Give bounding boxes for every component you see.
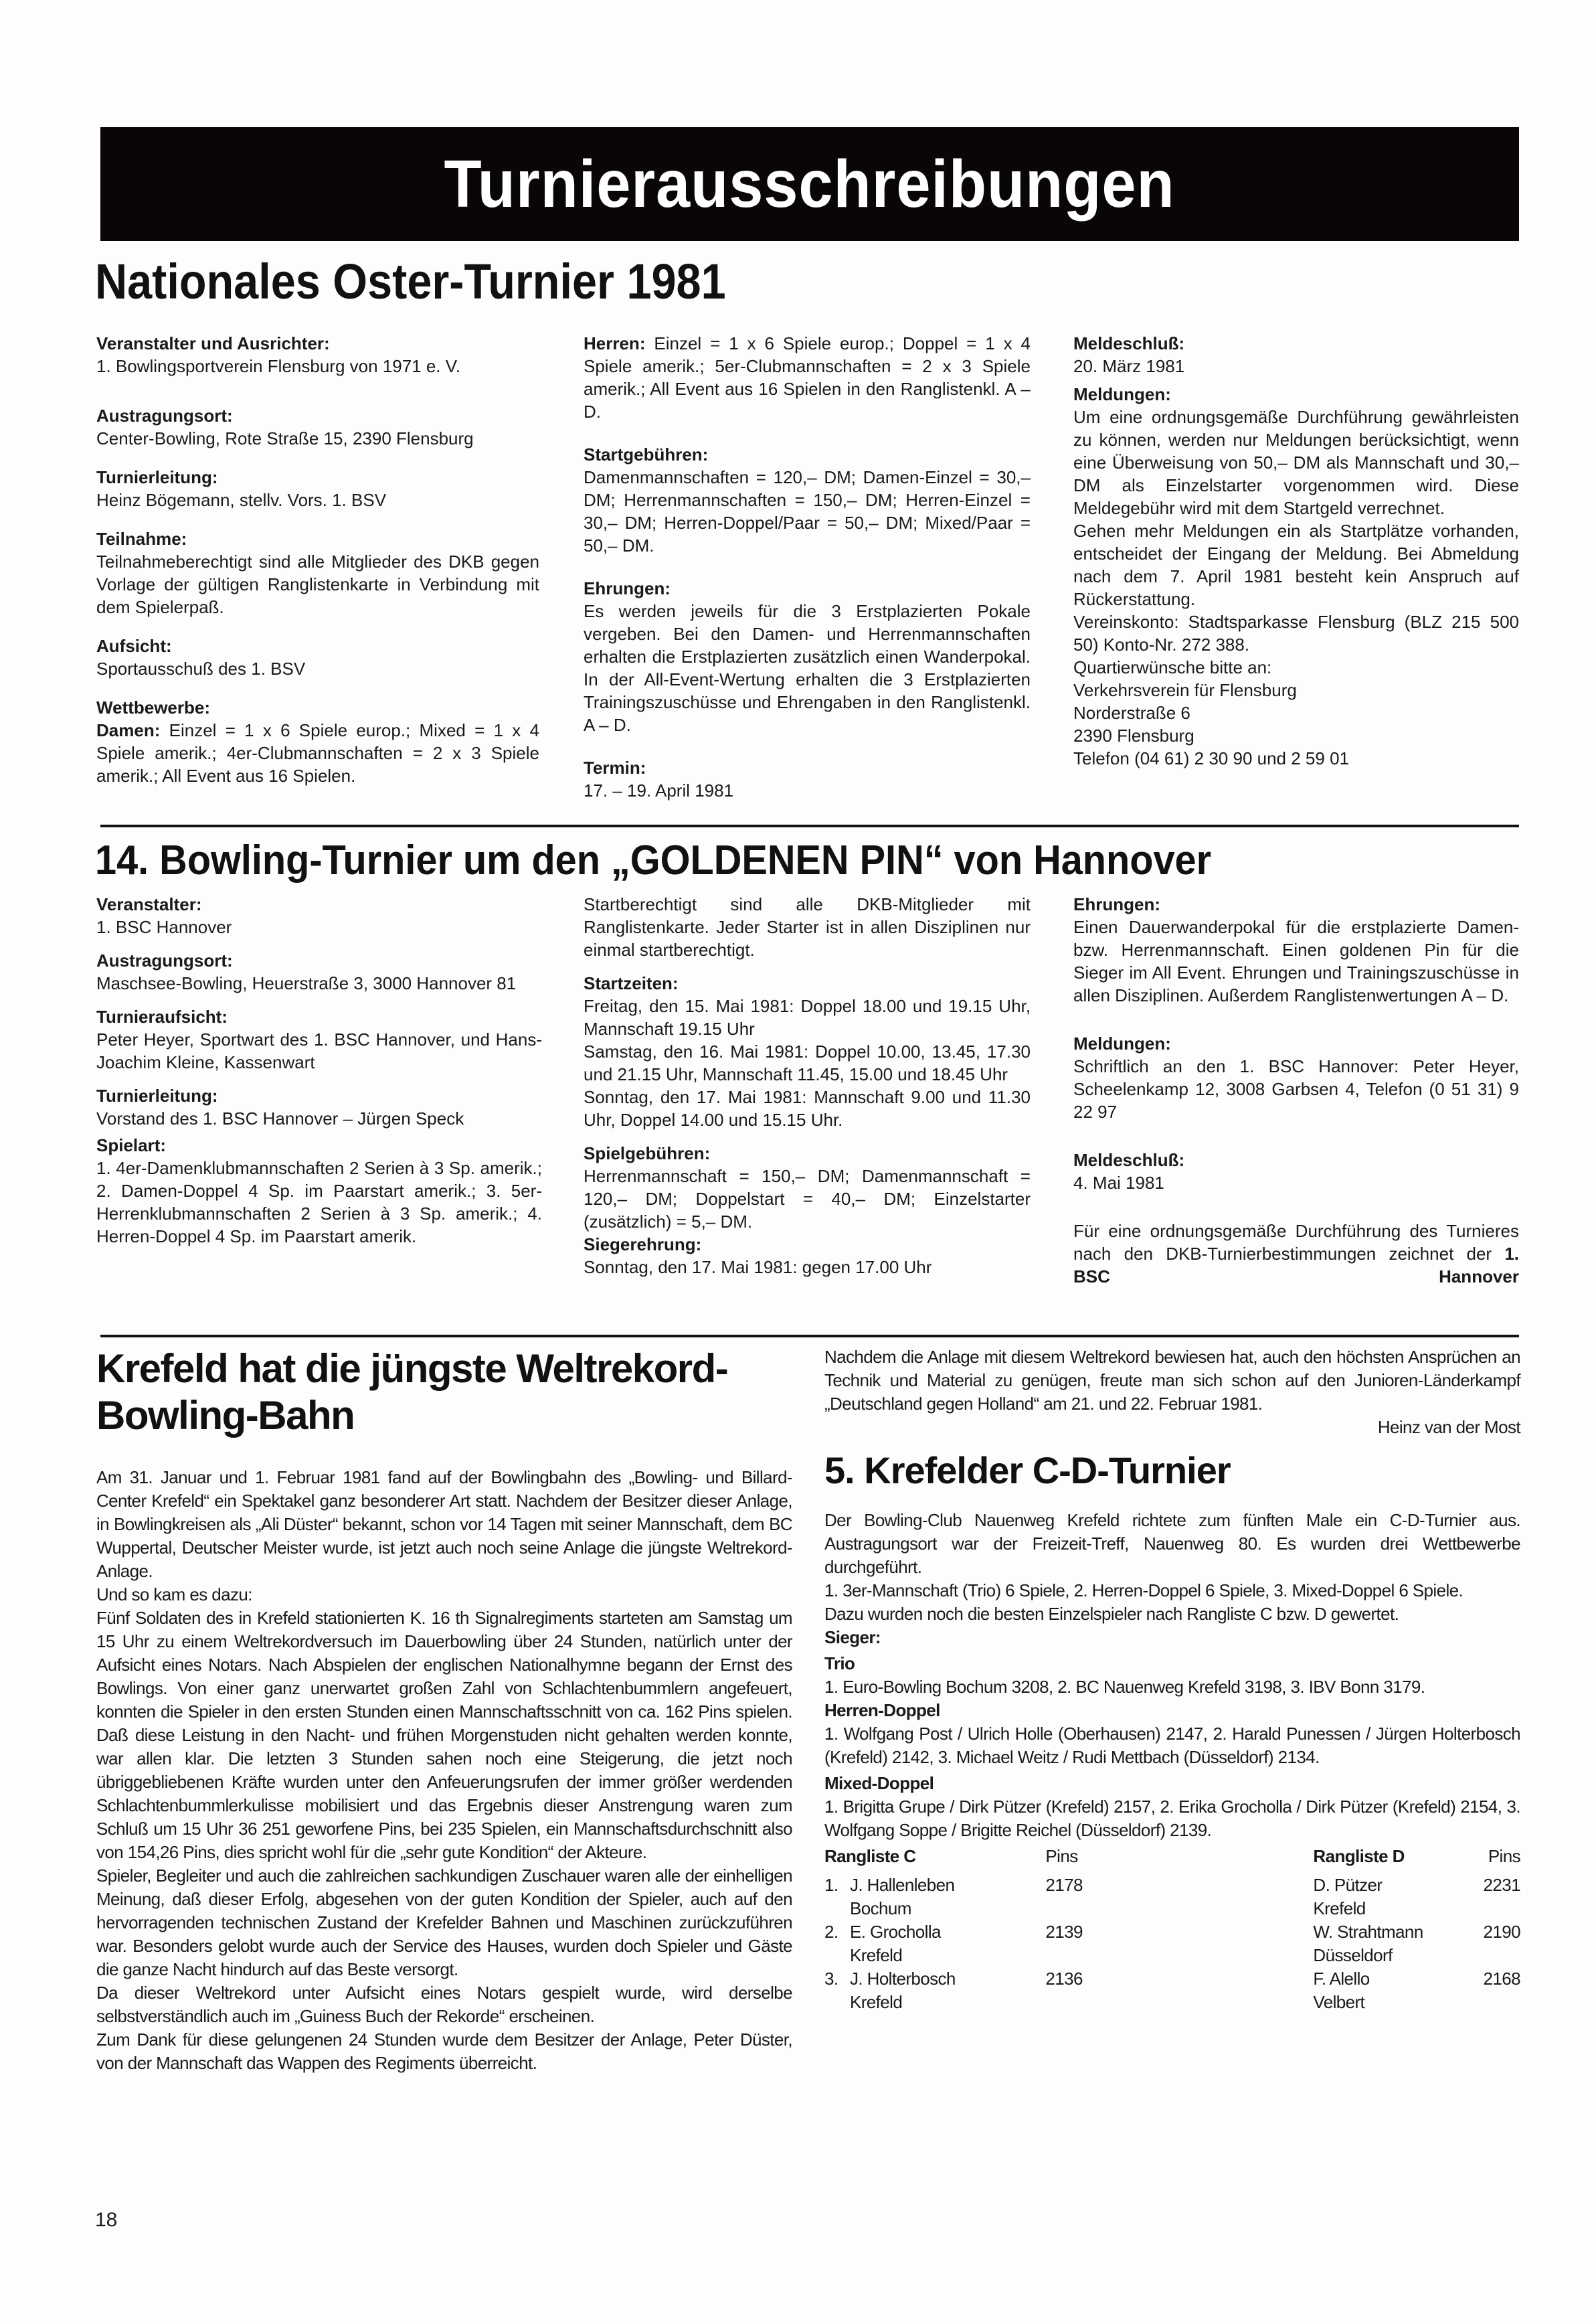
- krefeld-left-column: [96, 1345, 792, 2075]
- oster-venue-text: Center-Bowling, Rote Straße 15, 2390 Flensburg: [96, 428, 474, 448]
- pin-deadline: 4. Mai 1981: [1073, 1173, 1164, 1193]
- pin-fees: Herrenmannschaft = 150,– DM; Damenmannschaft = 120,– DM; Doppelstart = 40,– DM; Einzelstarter (zusätzlich) = 5,– DM.: [584, 1166, 1031, 1232]
- player-name: F. Alello: [1313, 1969, 1370, 1989]
- pin-deadline-label: Meldeschluß:: [1073, 1150, 1185, 1170]
- section-banner: [100, 127, 1519, 241]
- krefeld-author: Heinz van der Most: [1377, 1417, 1520, 1437]
- oster-honors-text: Es werden jeweils für die 3 Erstplazierten Pokale vergeben. Bei den Damen- und Herrenmannschaften erhalten die Erstplazierten zusätzlich einen Wanderpokal. In der All-Event-Wertung erhalten die 3 Erstplazierten Trainingszuschüsse und Ehrengaben in den Ranglistenkl. A – D.: [584, 601, 1031, 735]
- ranking-row: [824, 1874, 1520, 1920]
- ranking-row: [824, 1967, 1520, 2014]
- cd-body: [824, 1509, 1520, 2014]
- oster-fees: [584, 443, 1031, 557]
- pin-venue: [96, 949, 542, 995]
- rank-d-pins: 2231: [1483, 1875, 1520, 1895]
- oster-competitions: [96, 696, 539, 787]
- krefeld-title: Krefeld hat die jüngste Weltrekord-Bowling-Bahn: [96, 1346, 728, 1438]
- oster-honors-label: Ehrungen:: [584, 578, 671, 598]
- cd-extra: Dazu wurden noch die besten Einzelspieler nach Rangliste C bzw. D gewertet.: [824, 1604, 1399, 1624]
- pin-organizer-text: 1. BSC Hannover: [96, 917, 232, 937]
- pin-supervision: [96, 1005, 542, 1074]
- rank-c-pins: 2178: [1045, 1875, 1083, 1895]
- pin-direction-label: Turnierleitung:: [96, 1086, 218, 1106]
- player-city: Bochum: [850, 1898, 911, 1918]
- rank-number: 1.: [824, 1875, 838, 1895]
- cd-trio-text: 1. Euro-Bowling Bochum 3208, 2. BC Nauenweg Krefeld 3198, 3. IBV Bonn 3179.: [824, 1677, 1425, 1697]
- rank-c-player: [850, 1874, 998, 1920]
- cd-mixed-label: Mixed-Doppel: [824, 1773, 934, 1793]
- player-name: E. Grocholla: [850, 1922, 941, 1942]
- pin-direction-text: Vorstand des 1. BSC Hannover – Jürgen Speck: [96, 1108, 464, 1129]
- rank-c-pins: 2136: [1045, 1969, 1083, 1989]
- rank-d-pins: 2168: [1483, 1969, 1520, 1989]
- cd-trio-label: Trio: [824, 1653, 855, 1673]
- krefeld-paragraph: Am 31. Januar und 1. Februar 1981 fand auf der Bowlingbahn des „Bowling- und Billard-Center Krefeld“ ein Spektakel ganz besonderer Art statt. Nachdem der Besitzer dieser Anlage, in Bowlingkreisen als „Ali Düster“ bekannt, schon vor 14 Tagen mit seiner Mannschaft, dem BC Wuppertal, Deutscher Meister wurde, ist jetzt auch noch seine Anlage die jüngste Weltrekord-Anlage.: [96, 1467, 792, 1581]
- oster-title: Nationales Oster-Turnier 1981: [95, 254, 726, 309]
- oster-supervision: [96, 635, 539, 680]
- pins-c-header: Pins: [1045, 1846, 1078, 1866]
- divider: [100, 825, 1519, 827]
- pin-direction: [96, 1084, 542, 1130]
- pin-times-label: Startzeiten:: [584, 973, 679, 993]
- pin-closing-org: 1. BSC Hannover: [1073, 1244, 1519, 1287]
- pin-honors-label: Ehrungen:: [1073, 894, 1160, 914]
- pin-col-1: [96, 893, 542, 1264]
- player-city: Krefeld: [850, 1992, 903, 2012]
- krefeld-paragraph: Da dieser Weltrekord unter Aufsicht eines Notars gespielt wurde, wird derselbe selbstverständlich auch im „Guiness Buch der Rekorde“ erscheinen.: [96, 1983, 792, 2026]
- rank-c-player: [850, 1920, 998, 1967]
- krefeld-paragraph: Fünf Soldaten des in Krefeld stationierten K. 16 th Signalregiments starteten am Samstag um 15 Uhr zu einem Weltrekordversuch im Dauerbowling über 24 Stunden, natürlich unter der Aufsicht eines Notars. Nach Abspielen der englischen Nationalhymne begann der Ernst des Bowlings. Von einer ganz unerwartet großen Zahl von Schlachtenbummlern angefeuert, konnten die Spieler in den ersten Stunden einen Mannschaftsschnitt von ca. 162 Pins spielen. Daß diese Leistung in den Nacht- und frühen Morgenstuden nicht gehalten werden konnte, war allen klar. Die letzten 3 Stunden sahen noch eine Steigerung, die jetzt noch übriggebliebenen Kräfte wurden unter den Anfeuerungsrufen der immer größer werdenden Schlachtenbummlerkulisse mobilisiert und das Ergebnis dieser Anstrengung waren zum Schluß um 15 Uhr 36 251 geworfene Pins, bei 235 Spielen, ein Mannschaftsdurchschnitt also von 154,26 Pins, dies spricht wohl für die „sehr gute Kondition“ der Akteure.: [96, 1608, 792, 1862]
- pin-format: [96, 1134, 542, 1248]
- pin-venue-label: Austragungsort:: [96, 950, 233, 971]
- rank-c-pins: 2139: [1045, 1922, 1083, 1942]
- rank-d-player: [1313, 1874, 1468, 1920]
- oster-direction: [96, 466, 539, 511]
- pin-fees-label: Spielgebühren:: [584, 1143, 711, 1163]
- krefeld-paragraph: Nachdem die Anlage mit diesem Weltrekord bewiesen hat, auch den höchsten Ansprüchen an Technik und Material zu genügen, freute man sich schon auf den Junioren-Länderkampf „Deutschland gegen Holland“ am 21. und 22. Februar 1981.: [824, 1347, 1520, 1414]
- cd-winners-label: Sieger:: [824, 1627, 881, 1647]
- oster-entries-p2: Gehen mehr Meldungen ein als Startplätze vorhanden, entscheidet der Eingang der Meldung. Bei Abmeldung nach dem 7. April 1981 besteht kein Anspruch auf Rückerstattung.: [1073, 521, 1519, 609]
- oster-organizer: [96, 332, 539, 378]
- cd-intro: Der Bowling-Club Nauenweg Krefeld richtete zum fünften Male ein C-D-Turnier aus. Austragungsort war der Freizeit-Treff, Nauenweg 80. Es wurden drei Wettbewerbe durchgeführt.: [824, 1510, 1520, 1577]
- pin-supervision-text: Peter Heyer, Sportwart des 1. BSC Hannover, und Hans-Joachim Kleine, Kassenwart: [96, 1029, 542, 1072]
- oster-deadline: 20. März 1981: [1073, 356, 1185, 376]
- oster-direction-label: Turnierleitung:: [96, 467, 218, 487]
- pin-entries: Schriftlich an den 1. BSC Hannover: Peter Heyer, Scheelenkamp 12, 3008 Garbsen 4, Telefon (0 51 31) 9 22 97: [1073, 1056, 1519, 1122]
- oster-entries-label: Meldungen:: [1073, 384, 1171, 404]
- rank-number: 3.: [824, 1969, 838, 1989]
- pin-honors: Einen Dauerwanderpokal für die erstplazierte Damen- bzw. Herrenmannschaft. Einen goldenen Pin für die Sieger im All Event. Ehrungen und Trainingszuschüsse in allen Disziplinen. Außerdem Ranglistenwertungen A – D.: [1073, 917, 1519, 1005]
- oster-lodging-5: Telefon (04 61) 2 30 90 und 2 59 01: [1073, 748, 1349, 768]
- player-name: J. Holterbosch: [850, 1969, 956, 1989]
- oster-entries-p1: Um eine ordnungsgemäße Durchführung gewährleisten zu können, werden nur Meldungen berücksichtigt, wenn eine Überweisung von 50,– DM als Mannschaft und 30,– DM als Einzelstarter vorgenommen wird. Diese Meldegebühr wird mit dem Startgeld verrechnet.: [1073, 407, 1519, 518]
- cd-men-doubles-text: 1. Wolfgang Post / Ulrich Holle (Oberhausen) 2147, 2. Harald Punessen / Jürgen Holterbosch (Krefeld) 2142, 3. Michael Weitz / Rudi Mettbach (Düsseldorf) 2134.: [824, 1724, 1520, 1767]
- pin-closing: [1073, 1220, 1519, 1288]
- player-city: Krefeld: [850, 1945, 903, 1965]
- rank-d-player: [1313, 1967, 1468, 2014]
- player-city: Krefeld: [1313, 1898, 1366, 1918]
- oster-deadline-label: Meldeschluß:: [1073, 333, 1185, 353]
- pin-venue-text: Maschsee-Bowling, Heuerstraße 3, 3000 Hannover 81: [96, 973, 517, 993]
- player-name: D. Pützer: [1313, 1875, 1383, 1895]
- pin-col-3: [1073, 893, 1519, 1288]
- oster-date-text: 17. – 19. April 1981: [584, 780, 734, 801]
- oster-competitions-label: Wettbewerbe:: [96, 697, 210, 718]
- pin-entries-label: Meldungen:: [1073, 1033, 1171, 1054]
- krefeld-paragraph: Zum Dank für diese gelungenen 24 Stunden wurde dem Besitzer der Anlage, Peter Düster, von der Mannschaft das Wappen des Regiments überreicht.: [96, 2029, 792, 2073]
- krefeld-continuation: [824, 1345, 1520, 1439]
- oster-direction-text: Heinz Bögemann, stellv. Vors. 1. BSV: [96, 490, 387, 510]
- ranking-table: [824, 1845, 1520, 2014]
- oster-participation-label: Teilnahme:: [96, 529, 187, 549]
- pin-col-2: [584, 893, 1031, 1278]
- ranking-row: [824, 1920, 1520, 1967]
- oster-participation-text: Teilnahmeberechtigt sind alle Mitglieder des DKB gegen Vorlage der gültigen Ranglistenkarte in Verbindung mit dem Spielerpaß.: [96, 552, 539, 617]
- pin-organizer-label: Veranstalter:: [96, 894, 202, 914]
- pin-award: Sonntag, den 17. Mai 1981: gegen 17.00 Uhr: [584, 1257, 932, 1277]
- pin-supervision-label: Turnieraufsicht:: [96, 1007, 228, 1027]
- oster-honors: [584, 577, 1031, 736]
- oster-venue-label: Austragungsort:: [96, 406, 233, 426]
- krefeld-paragraph: Spieler, Begleiter und auch die zahlreichen sachkundigen Zuschauer waren alle der einhelligen Meinung, daß dieser Erfolg, abgesehen von der guten Kondition der Spieler, auch auf den hervorragenden technischen Zustand der Krefelder Bahnen und Maschinen zurückzuführen war. Besonders gelobt wurde auch der Service des Hauses, wurden doch Spieler und Gäste die ganze Nacht hindurch auf das Beste versorgt.: [96, 1865, 792, 1979]
- men-label: Herren:: [584, 333, 646, 353]
- pin-time-friday: Freitag, den 15. Mai 1981: Doppel 18.00 und 19.15 Uhr, Mannschaft 19.15 Uhr: [584, 996, 1031, 1039]
- oster-competitions-women: [96, 719, 539, 787]
- pins-d-header: Pins: [1488, 1846, 1520, 1866]
- oster-lodging-4: 2390 Flensburg: [1073, 726, 1194, 746]
- men-text: Einzel = 1 x 6 Spiele europ.; Doppel = 1 x 4 Spiele amerik.; 5er-Clubmannschaften = 2 x 3 Spiele amerik.; All Event aus 16 Spielen in den Ranglistenkl. A – D.: [584, 333, 1031, 422]
- women-text: Einzel = 1 x 6 Spiele europ.; Mixed = 1 x 4 Spiele amerik.; 4er-Clubmannschaften = 2 x 3 Spiele amerik.; All Event aus 16 Spielen.: [96, 720, 539, 786]
- pin-format-label: Spielart:: [96, 1135, 167, 1155]
- oster-men: [584, 332, 1031, 423]
- pin-title: 14. Bowling-Turnier um den „GOLDENEN PIN“ von Hannover: [95, 837, 1212, 884]
- pin-closing-text: Für eine ordnungsgemäße Durchführung des Turnieres nach den DKB-Turnierbestimmungen zeichnet der: [1073, 1221, 1519, 1264]
- pin-organizer: [96, 893, 542, 938]
- rank-number: 2.: [824, 1922, 838, 1942]
- cd-men-doubles-label: Herren-Doppel: [824, 1700, 940, 1720]
- rank-c-player: [850, 1967, 998, 2014]
- oster-date: [584, 756, 1031, 802]
- oster-col-1: [96, 332, 539, 803]
- rank-d-pins: 2190: [1483, 1922, 1520, 1942]
- pin-format-text: 1. 4er-Damenklubmannschaften 2 Serien à 3 Sp. amerik.; 2. Damen-Doppel 4 Sp. im Paarstart amerik.; 3. 5er-Herrenklubmannschaften 2 Serien à 3 Sp. amerik.; 4. Herren-Doppel 4 Sp. im Paarstart amerik.: [96, 1158, 542, 1246]
- pin-time-saturday: Samstag, den 16. Mai 1981: Doppel 10.00, 13.45, 17.30 und 21.15 Uhr, Mannschaft 11.45, 15.00 und 18.45 Uhr: [584, 1042, 1031, 1084]
- cd-mixed-text: 1. Brigitta Grupe / Dirk Pützer (Krefeld) 2157, 2. Erika Grocholla / Dirk Pützer (Krefeld) 2154, 3. Wolfgang Soppe / Brigitte Reichel (Düsseldorf) 2139.: [824, 1797, 1520, 1840]
- krefeld-author-line: [824, 1416, 1520, 1439]
- divider: [100, 1335, 1519, 1337]
- oster-date-label: Termin:: [584, 758, 646, 778]
- player-name: J. Hallenleben: [850, 1875, 955, 1895]
- pin-time-sunday: Sonntag, den 17. Mai 1981: Mannschaft 9.00 und 11.30 Uhr, Doppel 14.00 und 15.15 Uhr.: [584, 1087, 1031, 1130]
- oster-col-2: [584, 332, 1031, 818]
- oster-col-3: [1073, 332, 1519, 770]
- right-column: [824, 1345, 1520, 2014]
- rank-d-player: [1313, 1920, 1468, 1967]
- player-city: Velbert: [1313, 1992, 1365, 2012]
- oster-supervision-label: Aufsicht:: [96, 636, 172, 656]
- oster-fees-text: Damenmannschaften = 120,– DM; Damen-Einzel = 30,– DM; Herrenmannschaften = 150,– DM; Herren-Einzel = 30,– DM; Herren-Doppel/Paar = 50,– DM; Mixed/Paar = 50,– DM.: [584, 467, 1031, 556]
- oster-organizer-text: 1. Bowlingsportverein Flensburg von 1971 e. V.: [96, 356, 460, 376]
- oster-account: Vereinskonto: Stadtsparkasse Flensburg (BLZ 215 500 50) Konto-Nr. 272 388.: [1073, 612, 1519, 655]
- player-name: W. Strahtmann: [1313, 1922, 1423, 1942]
- oster-lodging-3: Norderstraße 6: [1073, 703, 1190, 723]
- oster-lodging-1: Quartierwünsche bitte an:: [1073, 657, 1272, 677]
- krefeld-paragraph: Und so kam es dazu:: [96, 1584, 252, 1604]
- cd-title: 5. Krefelder C-D-Turnier: [824, 1449, 1231, 1491]
- cd-events: 1. 3er-Mannschaft (Trio) 6 Spiele, 2. Herren-Doppel 6 Spiele, 3. Mixed-Doppel 6 Spiele.: [824, 1580, 1464, 1600]
- women-label: Damen:: [96, 720, 161, 740]
- player-city: Düsseldorf: [1313, 1945, 1393, 1965]
- banner-title: Turnierausschreibungen: [444, 146, 1176, 222]
- ranking-header: [824, 1845, 1520, 1868]
- oster-lodging-2: Verkehrsverein für Flensburg: [1073, 680, 1297, 700]
- oster-participation: [96, 527, 539, 618]
- krefeld-body: [96, 1466, 792, 2075]
- pin-intro: Startberechtigt sind alle DKB-Mitglieder mit Ranglistenkarte. Jeder Starter ist in allen Disziplinen nur einmal startberechtigt.: [584, 894, 1031, 960]
- pin-award-label: Siegerehrung:: [584, 1234, 702, 1254]
- oster-organizer-label: Veranstalter und Ausrichter:: [96, 333, 330, 353]
- oster-fees-label: Startgebühren:: [584, 444, 709, 465]
- oster-venue: [96, 404, 539, 450]
- page-number: 18: [95, 2209, 118, 2231]
- rangliste-c-header: Rangliste C: [824, 1846, 916, 1866]
- rangliste-d-header: Rangliste D: [1313, 1846, 1405, 1866]
- oster-supervision-text: Sportausschuß des 1. BSV: [96, 659, 306, 679]
